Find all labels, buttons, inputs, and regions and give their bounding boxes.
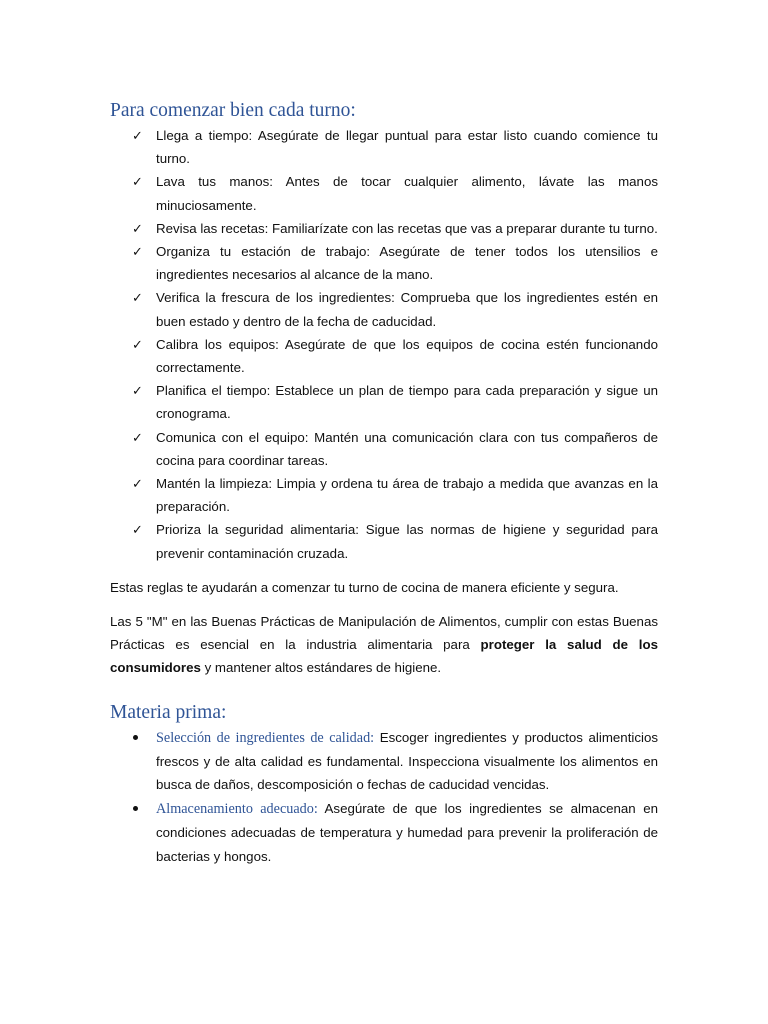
- section-heading-turno: Para comenzar bien cada turno:: [110, 100, 356, 121]
- checklist-item: ✓ Lava tus manos: Antes de tocar cualquier alimento, lávate las manos minuciosamente.: [110, 170, 658, 216]
- bullet-term: Selección de ingredientes de calidad:: [156, 729, 375, 746]
- bullet-item: Almacenamiento adecuado: Asegúrate de que los ingredientes se almacenan en condiciones adecuadas de temperatura y humedad para prevenir la proliferación de bacterias y hongos.: [110, 797, 658, 868]
- checklist-item: ✓ Planifica el tiempo: Establece un plan de tiempo para cada preparación y sigue un cronograma.: [110, 379, 658, 425]
- checkmark-icon: ✓: [132, 383, 143, 399]
- checklist-item: ✓ Prioriza la seguridad alimentaria: Sigue las normas de higiene y seguridad para prevenir contaminación cruzada.: [110, 518, 658, 564]
- checkmark-icon: ✓: [132, 290, 143, 306]
- checkmark-icon: ✓: [132, 220, 143, 236]
- bullet-icon: [133, 806, 138, 811]
- bold-emphasis: proteger la salud de los consumidores: [110, 637, 658, 676]
- bullet-term: Almacenamiento adecuado:: [156, 801, 318, 818]
- section-heading-materia-prima: Materia prima:: [110, 701, 227, 723]
- document-content: [110, 98, 658, 869]
- checklist-item: ✓ Verifica la frescura de los ingredientes: Comprueba que los ingredientes estén en buen estado y dentro de la fecha de caducidad.: [110, 286, 658, 332]
- checklist-item: ✓ Organiza tu estación de trabajo: Asegúrate de tener todos los utensilios e ingredientes necesarios al alcance de la mano.: [110, 240, 658, 286]
- checkmark-icon: ✓: [132, 476, 143, 492]
- checkmark-icon: ✓: [132, 174, 143, 190]
- checklist: [110, 124, 658, 565]
- bullet-item: Selección de ingredientes de calidad: Escoger ingredientes y productos alimenticios frescos y de alta calidad es fundamental. Inspecciona visualmente los alimentos en busca de daños, descomposición o fechas de caducidad vencidas.: [110, 726, 658, 797]
- checklist-item: ✓ Calibra los equipos: Asegúrate de que los equipos de cocina estén funcionando correctamente.: [110, 333, 658, 379]
- checklist-item: ✓ Revisa las recetas: Familiarízate con las recetas que vas a preparar durante tu turno.: [110, 217, 658, 240]
- checklist-item: ✓ Llega a tiempo: Asegúrate de llegar puntual para estar listo cuando comience tu turno.: [110, 124, 658, 170]
- checkmark-icon: ✓: [132, 429, 143, 445]
- checklist-item: ✓ Mantén la limpieza: Limpia y ordena tu área de trabajo a medida que avanzas en la preparación.: [110, 472, 658, 518]
- checkmark-icon: ✓: [132, 244, 143, 260]
- bullet-list: [110, 726, 658, 868]
- five-m-paragraph: Las 5 "M" en las Buenas Prácticas de Manipulación de Alimentos, cumplir con estas Buenas Prácticas es esencial en la industria alimentaria para proteger la salud de los consumidores y mantener altos estándares de higiene.: [110, 614, 658, 676]
- bullet-icon: [133, 735, 138, 740]
- summary-paragraph: Estas reglas te ayudarán a comenzar tu turno de cocina de manera eficiente y segura.: [110, 579, 619, 595]
- checkmark-icon: ✓: [132, 336, 143, 352]
- checklist-item: ✓ Comunica con el equipo: Mantén una comunicación clara con tus compañeros de cocina para coordinar tareas.: [110, 426, 658, 472]
- checkmark-icon: ✓: [132, 128, 143, 143]
- checkmark-icon: ✓: [132, 522, 143, 538]
